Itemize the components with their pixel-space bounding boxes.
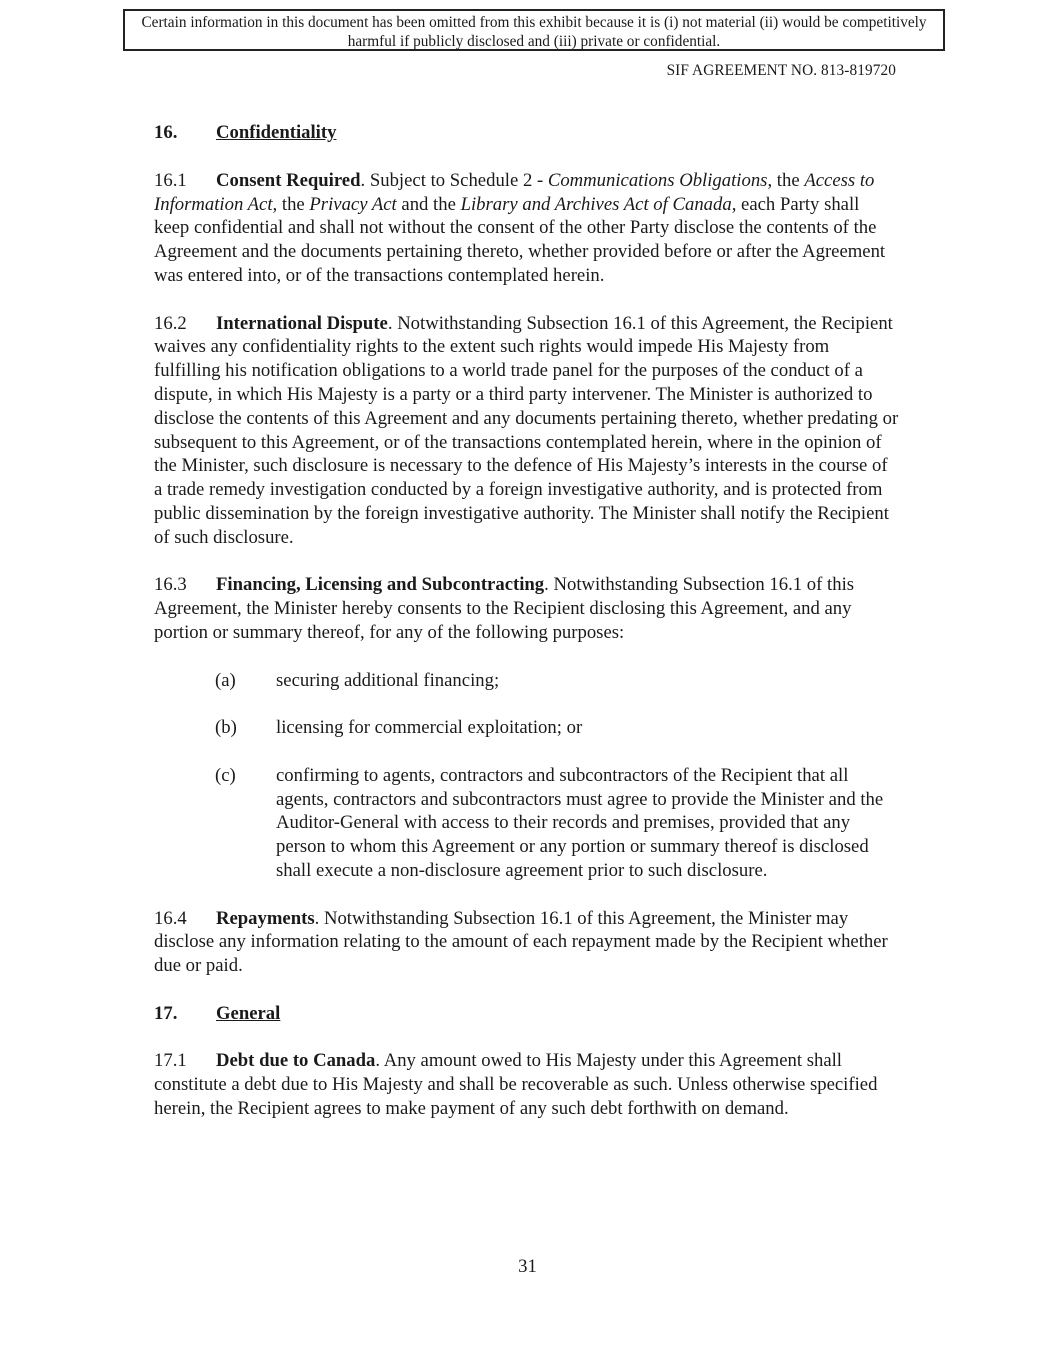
section-title: General xyxy=(216,1002,281,1024)
clause-text: . Notwithstanding Subsection 16.1 of this Agreement, the Minister hereby consents to the Recipient disclosing this Agreement, and any portion or summary thereof, for any of the following purposes: xyxy=(154,574,855,643)
redaction-notice: Certain information in this document has been omitted from this exhibit because it is (i) not material (ii) would be competitively harmful if publicly disclosed and (iii) private or confidential. xyxy=(123,9,945,51)
section-heading-general xyxy=(154,1002,899,1026)
clause-text: . Notwithstanding Subsection 16.1 of this Agreement, the Recipient waives any confidentiality rights to the extent such rights would impede His Majesty from fulfilling his notification obligations to a world trade panel for the purposes of the conduct of a dispute, in which His Majesty is a party or a third party intervener. The Minister is authorized to disclose the contents of this Agreement and any documents pertaining thereto, whether predating or subsequent to this Agreement, or of the transactions contemplated herein, where in the opinion of the Minister, such disclosure is necessary to the defence of His Majesty’s interests in the course of a trade remedy investigation conducted by a foreign investigative authority, and is protected from public dissemination by the foreign investigative authority. The Minister shall notify the Recipient of such disclosure. xyxy=(154,312,899,548)
list-text: securing additional financing; xyxy=(276,669,500,691)
clause-17-1 xyxy=(154,1049,899,1120)
clause-title: Repayments xyxy=(216,907,315,929)
section-title: Confidentiality xyxy=(216,122,337,143)
clause-text: . Subject to Schedule 2 - xyxy=(360,169,548,191)
list-label: (c) xyxy=(215,764,236,786)
section-number: 17. xyxy=(154,1002,178,1024)
clause-text: and the xyxy=(396,193,461,215)
list-item xyxy=(154,669,899,693)
clause-number: 16.4 xyxy=(154,907,187,929)
clause-title: Debt due to Canada xyxy=(216,1050,376,1072)
clause-number: 16.2 xyxy=(154,312,187,334)
list-text: licensing for commercial exploitation; or xyxy=(276,717,583,739)
clause-text: . Any amount owed to His Majesty under this Agreement shall constitute a debt due to His Majesty and shall be recoverable as such. Unless otherwise specified herein, the Recipient agrees to make payment of any such debt forthwith on demand. xyxy=(154,1050,878,1120)
act-name: Privacy Act xyxy=(309,193,397,215)
act-name: Communications Obligations xyxy=(547,169,768,191)
clause-text: , each Party shall keep confidential and shall not without the consent of the other Party disclose the contents of the Agreement and the documents pertaining thereto, whether provided before or after the Agreement was entered into, or of the transactions contemplated herein. xyxy=(154,193,886,286)
list-item xyxy=(154,764,899,883)
section-heading-confidentiality xyxy=(154,121,899,145)
clause-title: Consent Required xyxy=(216,169,361,191)
clause-16-3 xyxy=(154,573,899,644)
clause-text: , the xyxy=(767,169,805,191)
clause-text: . Notwithstanding Subsection 16.1 of this Agreement, the Minister may disclose any information relating to the amount of each repayment made by the Recipient whether due or paid. xyxy=(154,907,888,977)
clause-title: Financing, Licensing and Subcontracting xyxy=(216,574,545,596)
purposes-list xyxy=(154,669,899,883)
list-label: (b) xyxy=(215,717,237,739)
clause-text: the xyxy=(277,193,310,215)
clause-16-1 xyxy=(154,169,899,288)
clause-number: 16.1 xyxy=(154,169,187,191)
page-number: 31 xyxy=(518,1256,537,1277)
clause-16-2 xyxy=(154,312,899,550)
document-body xyxy=(154,121,899,1145)
clause-number: 17.1 xyxy=(154,1050,187,1072)
section-number: 16. xyxy=(154,122,178,143)
agreement-number: SIF AGREEMENT NO. 813-819720 xyxy=(666,62,896,79)
list-text: confirming to agents, contractors and subcontractors of the Recipient that all agents, contractors and subcontractors must agree to provide the Minister and the Auditor-General with access to their records and premises, provided that any person to whom this Agreement or any portion or summary thereof is disclosed shall execute a non-disclosure agreement prior to such disclosure. xyxy=(276,764,884,881)
clause-number: 16.3 xyxy=(154,574,187,596)
act-name: Library and Archives Act of Canada xyxy=(460,193,732,215)
list-label: (a) xyxy=(215,669,236,691)
clause-16-4 xyxy=(154,907,899,978)
list-item xyxy=(154,716,899,740)
clause-title: International Dispute xyxy=(216,312,388,334)
act-name: Access to Information Act, xyxy=(154,169,875,215)
